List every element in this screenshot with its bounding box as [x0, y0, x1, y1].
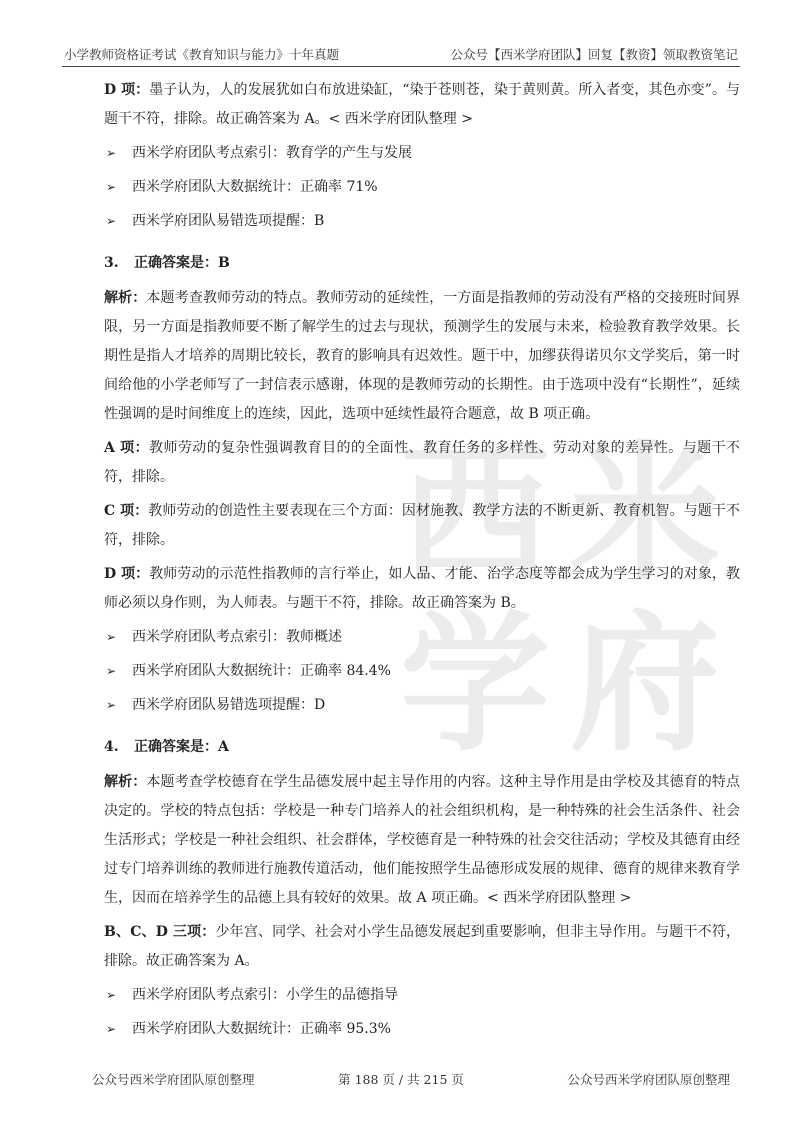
option-text: 教师劳动的复杂性强调教育目的的全面性、教育任务的多样性、劳动对象的差异性。与题干不符，排除。: [104, 440, 740, 485]
analysis-label: 解析：: [104, 290, 147, 306]
bullet-text: 西米学府团队易错选项提醒：D: [132, 697, 326, 713]
bullet-item: [104, 139, 740, 168]
answer-title: 正确答案是：A: [134, 739, 229, 755]
arrow-bullet-icon: ➢: [106, 146, 117, 160]
question-number: 3.: [104, 255, 119, 271]
page-header: [62, 40, 740, 67]
arrow-bullet-icon: ➢: [106, 630, 117, 644]
option-text: 教师劳动的创造性主要表现在三个方面：因材施教、教学方法的不断更新、教育机智。与题干不符，排除。: [104, 503, 740, 548]
answer-title: 正确答案是：B: [134, 255, 230, 271]
analysis-text: 本题考查教师劳动的特点。教师劳动的延续性，一方面是指教师的劳动没有严格的交接班时间界限，另一方面是指教师要不断了解学生的过去与现状，预测学生的发展与未来，检验教育教学效果。长期性是指人才培养的周期比较长，教育的影响具有迟效性。题干中，加缪获得诺贝尔文学奖后，第一时间给他的小学老师写了一封信表示感谢，体现的是教师劳动的长期性。由于选项中没有“长期性”，延续性强调的是时间维度上的连续，因此，选项中延续性最符合题意，故 B 项正确。: [104, 290, 741, 422]
bullet-text: 西米学府团队大数据统计：正确率 84.4%: [132, 663, 391, 679]
bullet-text: 西米学府团队大数据统计：正确率 71%: [132, 179, 378, 195]
bullet-item: [104, 691, 740, 720]
analysis-paragraph: [104, 284, 740, 429]
header-left-text: 小学教师资格证考试《教育知识与能力》十年真题: [64, 47, 340, 62]
bullet-item: [104, 207, 740, 236]
option-label: D 项：: [104, 566, 150, 582]
bullet-text: 西米学府团队考点索引：教师概述: [132, 629, 342, 645]
option-c-paragraph: [104, 497, 740, 555]
header-right-text: 公众号【西米学府团队】回复【教资】领取教资笔记: [450, 47, 738, 62]
option-text: 教师劳动的示范性指教师的言行举止，如人品、才能、治学态度等都会成为学生学习的对象，教师必须以身作则，为人师表。与题干不符，排除。故正确答案为 B。: [104, 566, 740, 611]
bullet-item: [104, 981, 740, 1010]
watermark-char: 学: [400, 598, 551, 772]
question-number: 4.: [104, 739, 119, 755]
bullet-text: 西米学府团队考点索引：教育学的产生与发展: [132, 145, 412, 161]
arrow-bullet-icon: ➢: [106, 1022, 117, 1036]
option-label: B、C、D 三项：: [104, 924, 216, 940]
option-d-paragraph: [104, 76, 740, 134]
bullet-item: [104, 657, 740, 686]
bullet-item: [104, 173, 740, 202]
footer-left-text: 公众号西米学府团队原创整理: [92, 1072, 255, 1087]
page-number: 第 188 页 / 共 215 页: [338, 1072, 464, 1087]
option-bcd-paragraph: [104, 918, 740, 976]
page-footer: [62, 1070, 740, 1090]
arrow-bullet-icon: ➢: [106, 988, 117, 1002]
analysis-label: 解析：: [104, 774, 147, 790]
watermark-char: 府: [570, 598, 721, 772]
bullet-text: 西米学府团队易错选项提醒：B: [132, 213, 325, 229]
option-label: A 项：: [104, 440, 150, 456]
answer-heading: [104, 733, 740, 762]
analysis-paragraph: [104, 768, 740, 913]
arrow-bullet-icon: ➢: [106, 214, 117, 228]
analysis-text: 本题考查学校德育在学生品德发展中起主导作用的内容。这种主导作用是由学校及其德育的特点决定的。学校的特点包括：学校是一种专门培养人的社会组织机构，是一种特殊的社会生活条件、社会生活形式；学校是一种社会组织、社会群体，学校德育是一种特殊的社会交往活动；学校及其德育由经过专门培养训练的教师进行施教传道活动，他们能按照学生品德形成发展的规律、德育的规律来教育学生，因而在培养学生的品德上具有较好的效果。故 A 项正确。< 西米学府团队整理 >: [104, 774, 741, 906]
bullet-item: [104, 1015, 740, 1044]
watermark-char: 米: [570, 428, 721, 602]
option-text: 少年宫、同学、社会对小学生品德发展起到重要影响，但非主导作用。与题干不符，排除。故正确答案为 A。: [104, 924, 740, 969]
option-a-paragraph: [104, 434, 740, 492]
bullet-text: 西米学府团队考点索引：小学生的品德指导: [132, 987, 398, 1003]
option-d-paragraph: [104, 560, 740, 618]
watermark-char: 西: [400, 428, 551, 602]
arrow-bullet-icon: ➢: [106, 698, 117, 712]
footer-right-text: 公众号西米学府团队原创整理: [567, 1072, 730, 1087]
arrow-bullet-icon: ➢: [106, 664, 117, 678]
page-content: [104, 76, 740, 1049]
option-label: D 项：: [104, 82, 150, 98]
answer-heading: [104, 249, 740, 278]
option-text: 墨子认为，人的发展犹如白布放进染缸，“染于苍则苍，染于黄则黄。所入者变，其色亦变”。与题干不符，排除。故正确答案为 A。< 西米学府团队整理 >: [104, 82, 741, 127]
option-label: C 项：: [104, 503, 149, 519]
bullet-item: [104, 623, 740, 652]
bullet-text: 西米学府团队大数据统计：正确率 95.3%: [132, 1021, 391, 1037]
arrow-bullet-icon: ➢: [106, 180, 117, 194]
